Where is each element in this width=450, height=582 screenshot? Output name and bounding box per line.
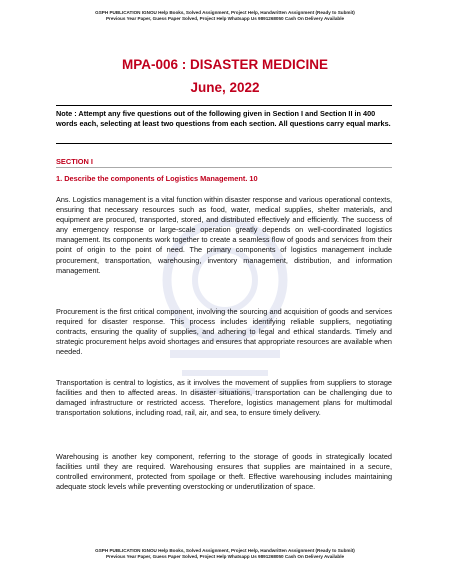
document-year: June, 2022 — [190, 80, 260, 95]
footer-line-2: Previous Year Paper, Guess Paper Solved, Project Help Whatsapp Us 9891268050 Cash On Delivery Available — [105, 554, 345, 560]
page-footer — [40, 548, 410, 561]
header-line-1: GSPH PUBLICATION IGNOU Help Books, Solved Assignment, Project Help, Handwritten Assignment (Ready to Submit) — [95, 10, 355, 15]
section-divider — [56, 167, 392, 168]
answer-paragraph: Ans. Logistics management is a vital function within disaster response and various operational contexts, ensuring that necessary resources such as food, water, medical supplies, shelter materials, and equipment are procured, transported, stored, and distributed effectively and efficiently. The success of any emergency response or large-scale operation greatly depends on well-coordinated logistics management. Its components work together to create a seamless flow of goods and services from their point of origin to the point of need. The primary components of logistics management include procurement, transportation, warehousing, inventory management, distribution, and information management. — [56, 195, 392, 275]
footer-line-1: GSPH PUBLICATION IGNOU Help Books, Solved Assignment, Project Help, Handwritten Assignment (Ready to Submit) — [95, 548, 355, 553]
question-heading: 1. Describe the components of Logistics Management. 10 — [56, 174, 258, 183]
answer-paragraph: Transportation is central to logistics, as it involves the movement of supplies from suppliers to storage facilities and then to affected areas. In disaster situations, transportation can be challenging due to damaged infrastructure or restricted access. Therefore, logistics management plans for multimodal transportation solutions, including road, rail, air, and sea, to ensure timely delivery. — [56, 378, 392, 418]
document-title: MPA-006 : DISASTER MEDICINE — [121, 57, 329, 72]
header-line-2: Previous Year Paper, Guess Paper Solved, Project Help Whatsapp Us 9891268050 Cash On Delivery Available — [105, 16, 345, 22]
page-header — [40, 10, 410, 23]
answer-paragraph: Warehousing is another key component, referring to the storage of goods in strategically located facilities until they are required. Warehousing ensures that supplies are maintained in a secure, controlled environment, protected from spoilage or theft. Effective warehousing includes maintaining adequate stock levels while preventing overstocking or underutilization of space. — [56, 452, 392, 492]
section-heading: SECTION I — [56, 157, 93, 166]
answer-paragraph: Procurement is the first critical component, involving the sourcing and acquisition of goods and services required for disaster response. This process includes identifying reliable suppliers, negotiating contracts, ensuring the quality of supplies, and adhering to legal and ethical standards. Timely and strategic procurement helps avoid shortages and ensures that appropriate resources are available when needed. — [56, 307, 392, 357]
instructions-note: Note : Attempt any five questions out of the following given in Section I and Section II in 400 words each, selecting at least two questions from each section. All questions carry equal marks. — [56, 105, 392, 144]
